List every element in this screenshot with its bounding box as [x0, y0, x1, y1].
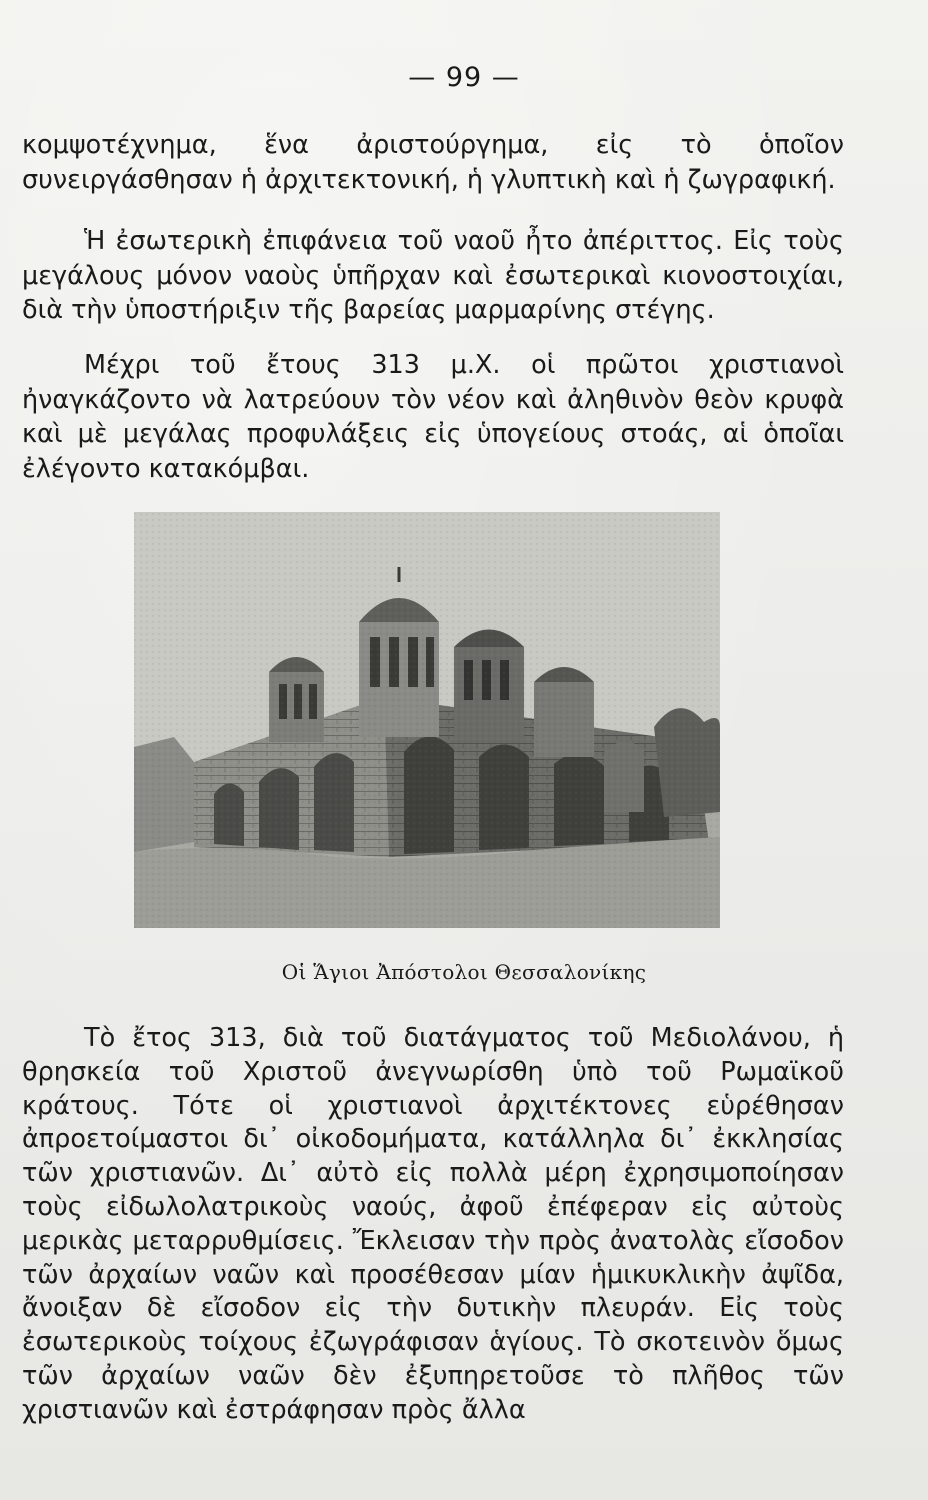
- figure-caption: Οἱ Ἅγιοι Ἀπόστολοι Θεσσαλονίκης: [281, 960, 647, 984]
- church-photograph: [134, 512, 720, 928]
- church-illustration: [134, 512, 720, 928]
- paragraph-2: [22, 224, 844, 328]
- paragraph-4-text: Τὸ ἔτος 313, διὰ τοῦ διατάγματος τοῦ Μεδιολάνου, ἡ θρησκεία τοῦ Χριστοῦ ἀνεγνωρίσθη ὑπὸ τοῦ Ρωμαϊκοῦ κράτους. Τότε οἱ χριστιανοὶ ἀρχιτέκτονες εὑρέθησαν ἀπροετοίμαστοι δι᾿ οἰκοδομήματα, κατάλληλα δι᾿ ἐκκλησίας τῶν χριστιανῶν. Δι᾿ αὐτὸ εἰς πολλὰ μέρη ἐχρησιμοποίησαν τοὺς εἰδωλολατρικοὺς ναούς, ἀφοῦ ἐπέφεραν εἰς αὐτοὺς μερικὰς μεταρρυθμίσεις. Ἔκλεισαν τὴν πρὸς ἀνατολὰς εἴσοδον τῶν ἀρχαίων ναῶν καὶ προσέθεσαν μίαν ἡμικυκλικὴν ἀψῖδα, ἄνοιξαν δὲ εἴσοδον εἰς τὴν δυτικὴν πλευράν. Εἰς τοὺς ἐσωτερικοὺς τοίχους ἐζωγράφισαν ἁγίους. Τὸ σκοτεινὸν ὅμως τῶν ἀρχαίων ναῶν δὲν ἐξυπηρετοῦσε τὸ πλῆθος τῶν χριστιανῶν καὶ ἐστράφησαν πρὸς ἄλλα: [22, 1023, 844, 1425]
- paragraph-3: [22, 348, 844, 486]
- paragraph-4: [22, 1022, 844, 1428]
- paragraph-1-text: κομψοτέχνημα, ἕνα ἀριστούργημα, εἰς τὸ ὁποῖον συνειργάσθησαν ἡ ἀρχιτεκτονική, ἡ γλυπτικὴ καὶ ἡ ζωγραφική.: [22, 130, 844, 195]
- paragraph-3-text: Μέχρι τοῦ ἔτους 313 μ.Χ. οἱ πρῶτοι χριστιανοὶ ἠναγκάζοντο νὰ λατρεύουν τὸν νέον καὶ ἀληθινὸν θεὸν κρυφὰ καὶ μὲ μεγάλας προφυλάξεις εἰς ὑπογείους στοάς, αἱ ὁποῖαι ἐλέγοντο κατακόμβαι.: [22, 350, 844, 484]
- paragraph-2-text: Ἡ ἐσωτερικὴ ἐπιφάνεια τοῦ ναοῦ ἦτο ἀπέριττος. Εἰς τοὺς μεγάλους μόνον ναοὺς ὑπῆρχαν καὶ ἐσωτερικαὶ κιονοστοιχίαι, διὰ τὴν ὑποστήριξιν τῆς βαρείας μαρμαρίνης στέγης.: [22, 226, 844, 325]
- paragraph-1: [22, 128, 844, 197]
- page-number: — 99 —: [408, 62, 520, 93]
